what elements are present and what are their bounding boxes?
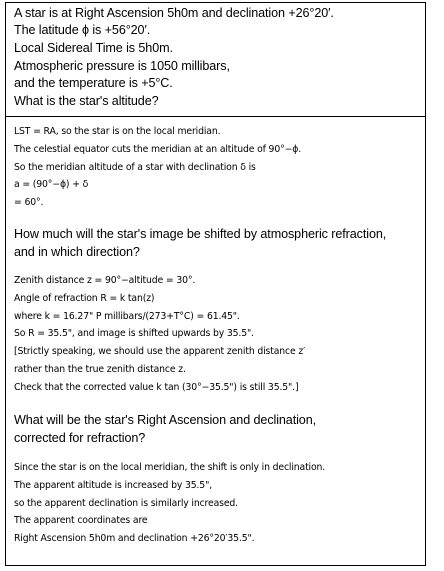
question-line: What will be the star's Right Ascension and declination, bbox=[14, 413, 317, 427]
question-line: Local Sidereal Time is 5h0m. bbox=[14, 41, 173, 55]
answer-line: Angle of refraction R = k tan(z) bbox=[14, 293, 155, 304]
question-line: How much will the star's image be shifted by atmospheric refraction, bbox=[14, 227, 387, 241]
answer-line: Right Ascension 5h0m and declination +26°20′35.5". bbox=[14, 533, 255, 544]
answer-line: [Strictly speaking, we should use the apparent zenith distance z′ bbox=[14, 346, 306, 357]
worked-example-frame bbox=[5, 2, 426, 566]
answer-line: The celestial equator cuts the meridian at an altitude of 90°−ϕ. bbox=[14, 144, 302, 155]
answer-line: = 60°. bbox=[14, 197, 44, 208]
answer-line: rather than the true zenith distance z. bbox=[14, 364, 186, 375]
question-line: The latitude ϕ is +56°20′. bbox=[14, 23, 151, 37]
question-line: What is the star's altitude? bbox=[14, 94, 159, 108]
question-line: corrected for refraction? bbox=[14, 431, 146, 445]
question-line: Atmospheric pressure is 1050 millibars, bbox=[14, 59, 230, 73]
answer-line: Zenith distance z = 90°−altitude = 30°. bbox=[14, 275, 196, 286]
answer-line: where k = 16.27" P millibars/(273+T°C) = 61.45". bbox=[14, 311, 240, 322]
answer-line: So R = 35.5", and image is shifted upwards by 35.5". bbox=[14, 328, 254, 339]
answer-line: So the meridian altitude of a star with declination δ is bbox=[14, 162, 256, 173]
answer-line: a = (90°−ϕ) + δ bbox=[14, 179, 89, 190]
answer-line: so the apparent declination is similarly increased. bbox=[14, 498, 238, 509]
answer-line: Check that the corrected value k tan (30°−35.5") is still 35.5".] bbox=[14, 382, 299, 393]
section-divider bbox=[6, 116, 425, 117]
answer-line: The apparent coordinates are bbox=[14, 515, 148, 526]
answer-line: The apparent altitude is increased by 35.5", bbox=[14, 480, 213, 491]
question-line: and the temperature is +5°C. bbox=[14, 76, 173, 90]
answer-line: Since the star is on the local meridian, the shift is only in declination. bbox=[14, 462, 326, 473]
question-line: A star is at Right Ascension 5h0m and declination +26°20′. bbox=[14, 6, 334, 20]
question-line: and in which direction? bbox=[14, 245, 140, 259]
answer-line: LST = RA, so the star is on the local meridian. bbox=[14, 126, 221, 137]
